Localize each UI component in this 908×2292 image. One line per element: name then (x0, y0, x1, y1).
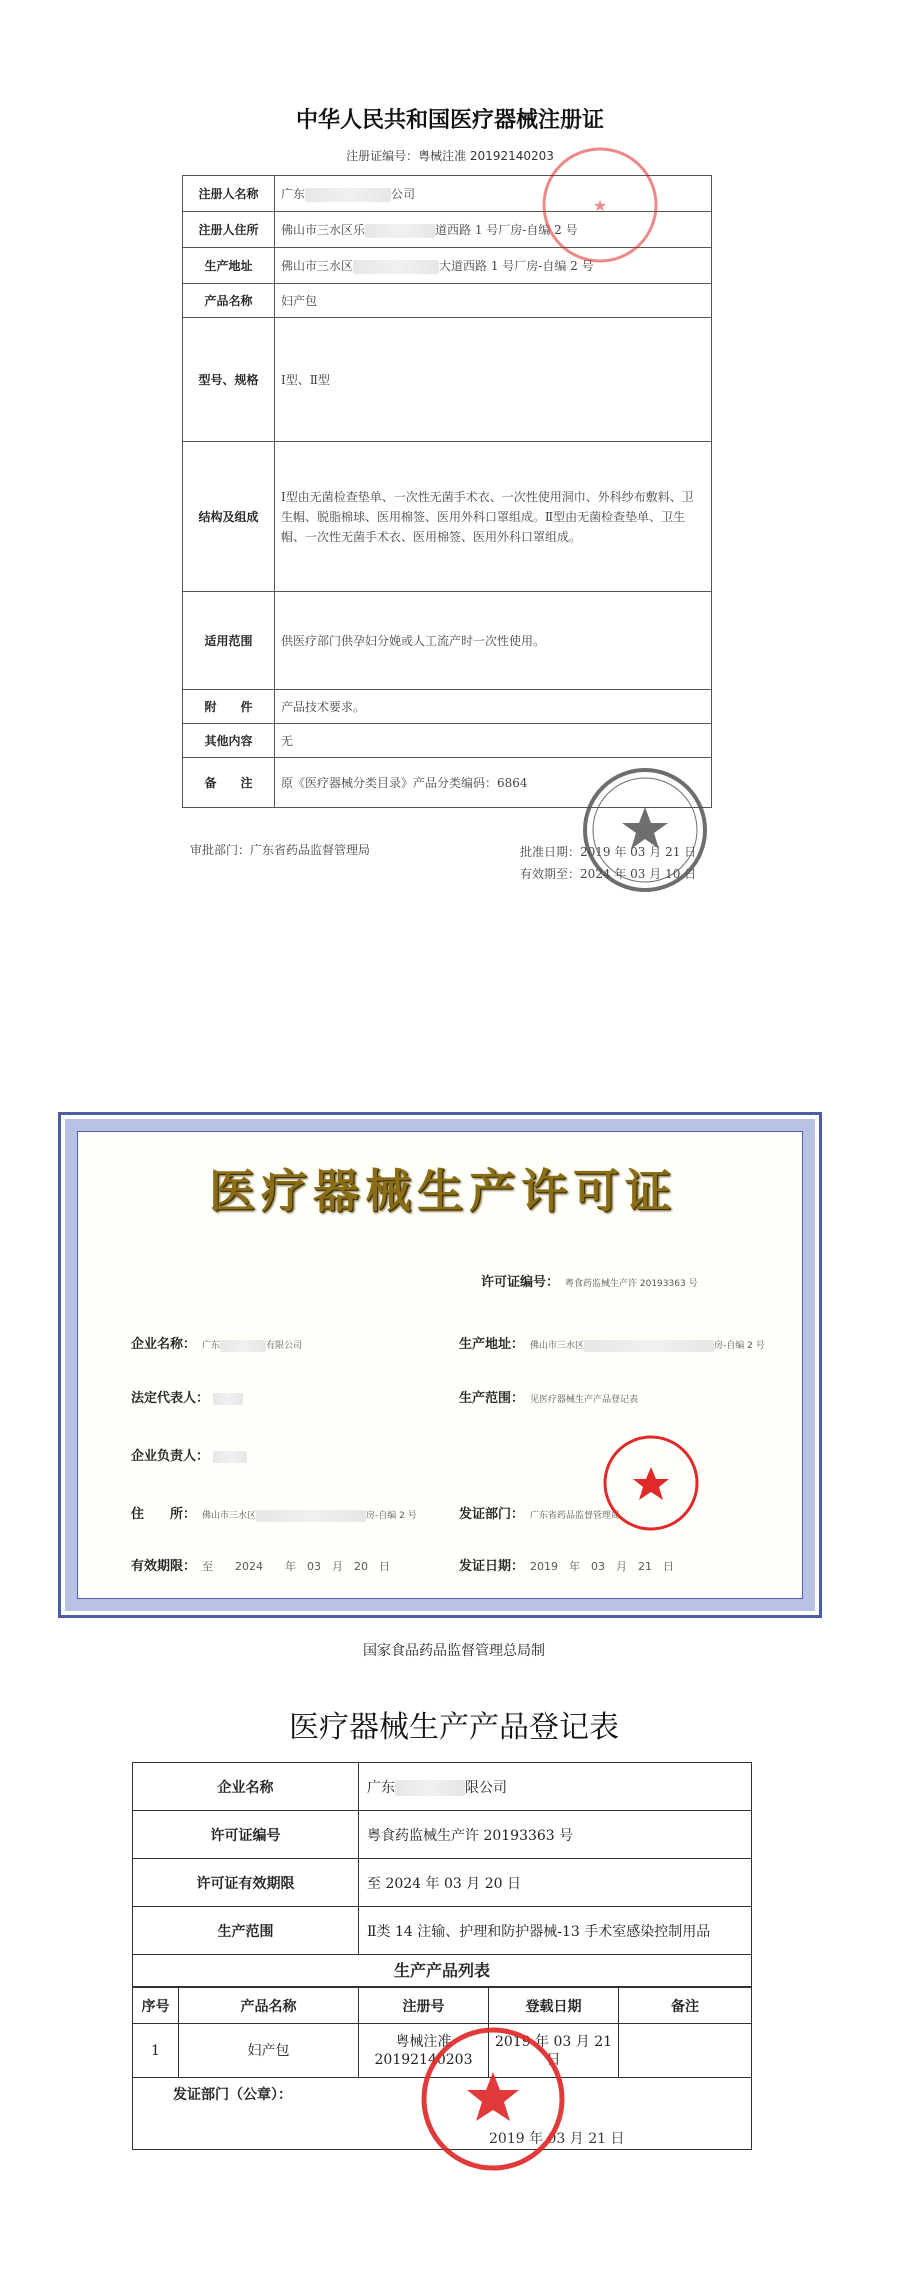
license-scope-label: 生产范围： (459, 1391, 525, 1406)
registration-table (182, 175, 712, 808)
license-residence (131, 1503, 451, 1522)
license-number-label: 许可证编号： (481, 1275, 560, 1290)
row-label: 注册人住所 (183, 212, 275, 248)
form-row-company (133, 1763, 752, 1811)
row-label: 型号、规格 (183, 318, 275, 442)
column-header: 注册号 (359, 1988, 489, 2024)
production-license (58, 1112, 822, 1618)
row-label: 结构及组成 (183, 442, 275, 592)
row-value: Ⅰ型由无菌检查垫单、一次性无菌手术衣、一次性使用洞巾、外科纱布敷料、卫生帽、脱脂棉球、医用棉签、医用外科口罩组成。Ⅱ型由无菌检查垫单、卫生帽、一次性无菌手术衣、医用棉签、医用外科口罩组成。 (275, 442, 712, 592)
redacted-text (220, 1340, 266, 1352)
license-company-value (202, 1341, 302, 1351)
reg-no-line1: 粤械注准 (395, 2033, 452, 2050)
registration-certificate (170, 95, 730, 895)
registration-row-structure (183, 442, 712, 592)
form-row-license-valid (133, 1859, 752, 1907)
license-number (481, 1271, 698, 1290)
product-date: 2019 年 03 月 21 日 (489, 2024, 619, 2078)
row-value: 供医疗部门供孕妇分娩或人工流产时一次性使用。 (275, 592, 712, 690)
license-company-label: 企业名称： (131, 1337, 197, 1352)
registration-row-other (183, 724, 712, 758)
registration-number-value: 粤械注准 20192140203 (418, 149, 554, 163)
row-label: 其他内容 (183, 724, 275, 758)
license-issue-value: 2019 年 03 月 21 日 (530, 1560, 675, 1573)
row-label: 产品名称 (183, 284, 275, 318)
redacted-text (213, 1393, 243, 1405)
license-company (131, 1333, 302, 1352)
registration-row-attachment (183, 690, 712, 724)
row-label: 备 注 (183, 758, 275, 808)
row-label: 适用范围 (183, 592, 275, 690)
license-maker: 国家食品药品监督管理总局制 (363, 1643, 545, 1659)
form-info-table (132, 1762, 752, 1955)
redacted-text (395, 1780, 465, 1796)
product-form (132, 1762, 752, 2150)
row-value: 无 (275, 724, 712, 758)
reg-no-line2: 20192140203 (374, 2051, 473, 2068)
row-value: 产品技术要求。 (275, 690, 712, 724)
registration-row-product-name (183, 284, 712, 318)
row-label: 生产地址 (183, 248, 275, 284)
column-header: 产品名称 (179, 1988, 359, 2024)
row-value: 粤食药监械生产许 20193363 号 (359, 1811, 752, 1859)
approval-seal-graphic (580, 765, 710, 895)
license-head (131, 1445, 247, 1464)
value-suffix: 有限公司 (266, 1341, 303, 1351)
valid-until: 有效期至：2024 年 03 月 10 日 (520, 867, 697, 881)
license-head-label: 企业负责人： (131, 1449, 210, 1464)
issuer-date: 2019 年 03 月 21 日 (489, 2131, 625, 2147)
value-suffix: 限公司 (465, 1779, 507, 1796)
redacted-text (305, 188, 391, 202)
row-label: 许可证有效期限 (133, 1859, 359, 1907)
approval-seal (580, 765, 710, 895)
registration-row-scope (183, 592, 712, 690)
row-value (359, 1763, 752, 1811)
approval-dept: 审批部门：广东省药品监督管理局 (190, 843, 371, 857)
redacted-text (213, 1451, 247, 1463)
form-seal-graphic (420, 2026, 566, 2172)
redacted-text (365, 224, 435, 238)
redacted-text (353, 260, 439, 274)
row-value: Ⅰ型、Ⅱ型 (275, 318, 712, 442)
license-issue-label: 发证日期： (459, 1559, 525, 1574)
value-prefix: 佛山市三水区 (202, 1511, 257, 1521)
registration-row-model (183, 318, 712, 442)
license-valid-value: 至 2024 年 03 月 20 日 (202, 1560, 391, 1573)
value-suffix: 房-自编 2 号 (714, 1341, 765, 1351)
form-seal (420, 2026, 566, 2172)
value-suffix: 大道西路 1 号厂房-自编 2 号 (439, 259, 594, 273)
row-value: 原《医疗器械分类目录》产品分类编码：6864 (275, 758, 712, 808)
row-label: 生产范围 (133, 1907, 359, 1955)
value-suffix: 道西路 1 号厂房-自编 2 号 (435, 223, 578, 237)
value-prefix: 广东 (367, 1779, 395, 1796)
license-legal-rep-label: 法定代表人： (131, 1391, 210, 1406)
value-prefix: 佛山市三水区乐 (281, 223, 366, 237)
license-valid (131, 1555, 390, 1574)
row-value: Ⅱ类 14 注输、护理和防护器械-13 手术室感染控制用品 (359, 1907, 752, 1955)
company-seal-graphic (540, 145, 660, 265)
license-dept (459, 1503, 620, 1522)
column-header: 备注 (619, 1988, 752, 2024)
value-suffix: 公司 (391, 187, 416, 201)
license-residence-label: 住 所： (131, 1507, 197, 1522)
license-title: 医疗器械生产许可证 (209, 1164, 677, 1218)
redacted-text (256, 1510, 366, 1522)
row-label: 企业名称 (133, 1763, 359, 1811)
approval-date: 批准日期：2019 年 03 月 21 日 (520, 845, 697, 859)
license-seal (601, 1433, 701, 1533)
issuer-label: 发证部门（公章）： (173, 2087, 292, 2103)
product-list-header (133, 1988, 752, 2024)
value-prefix: 佛山市三水区 (530, 1341, 585, 1351)
redacted-text (584, 1340, 714, 1352)
registration-number-label: 注册证编号： (346, 149, 419, 163)
value-suffix: 房-自编 2 号 (366, 1511, 417, 1521)
license-valid-label: 有效期限： (131, 1559, 197, 1574)
company-seal (540, 145, 660, 265)
form-row-license-no (133, 1811, 752, 1859)
license-scope (459, 1387, 638, 1406)
product-name: 妇产包 (179, 2024, 359, 2078)
license-address-value (530, 1341, 765, 1351)
license-issue-date (459, 1555, 674, 1574)
license-number-value: 粤食药监械生产许 20193363 号 (565, 1279, 698, 1289)
form-row-scope (133, 1907, 752, 1955)
license-address (459, 1333, 789, 1352)
registration-title: 中华人民共和国医疗器械注册证 (295, 108, 604, 133)
column-header: 登载日期 (489, 1988, 619, 2024)
license-dept-label: 发证部门： (459, 1507, 525, 1522)
row-label: 注册人名称 (183, 176, 275, 212)
column-header: 序号 (133, 1988, 179, 2024)
company-seal-star: ★ (592, 196, 608, 215)
form-title: 医疗器械生产产品登记表 (289, 1710, 619, 1745)
license-legal-rep (131, 1387, 243, 1406)
license-dept-value: 广东省药品监督管理局 (530, 1511, 621, 1521)
product-no: 1 (133, 2024, 179, 2078)
row-label: 许可证编号 (133, 1811, 359, 1859)
value-prefix: 广东 (202, 1341, 221, 1351)
license-seal-graphic (601, 1433, 701, 1533)
row-value: 至 2024 年 03 月 20 日 (359, 1859, 752, 1907)
license-scope-value: 见医疗器械生产产品登记表 (530, 1395, 639, 1405)
product-list-title: 生产产品列表 (132, 1955, 752, 1987)
license-address-label: 生产地址： (459, 1337, 525, 1352)
license-residence-value (202, 1511, 417, 1521)
value-prefix: 佛山市三水区 (281, 259, 354, 273)
product-note (619, 2024, 752, 2078)
row-value: 妇产包 (275, 284, 712, 318)
row-label: 附 件 (183, 690, 275, 724)
value-prefix: 广东 (281, 187, 306, 201)
